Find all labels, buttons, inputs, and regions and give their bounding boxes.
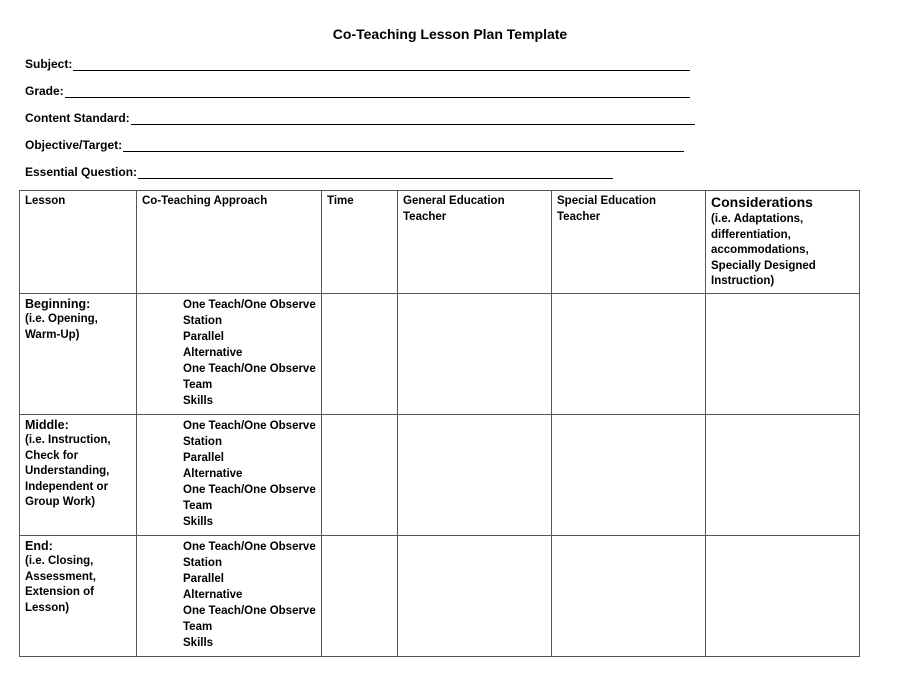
- header-approach: Co‐Teaching Approach: [137, 191, 322, 294]
- list-item: Team: [183, 378, 213, 391]
- subject-line[interactable]: [73, 58, 690, 71]
- special-teacher-cell[interactable]: [552, 293, 706, 414]
- grade-label: Grade:: [25, 84, 64, 98]
- considerations-cell[interactable]: [706, 535, 860, 656]
- essential-question-label: Essential Question:: [25, 165, 138, 179]
- list-item: Skills: [183, 394, 214, 407]
- list-item: Alternative: [183, 588, 243, 601]
- objective-target-field[interactable]: [25, 137, 684, 152]
- time-cell[interactable]: [322, 293, 398, 414]
- grade-line[interactable]: [65, 85, 690, 98]
- stage-title: End:: [25, 538, 53, 553]
- list-item: Skills: [183, 636, 214, 649]
- list-item: One Teach/One Observe: [183, 298, 316, 311]
- approach-list: [142, 297, 316, 409]
- stage-description: (i.e. Closing, Assessment, Extension of Lesson): [25, 555, 96, 614]
- considerations-cell[interactable]: [706, 414, 860, 535]
- header-lesson: Lesson: [20, 191, 137, 294]
- list-item: Alternative: [183, 467, 243, 480]
- lesson-cell: [20, 535, 137, 656]
- lesson-cell: [20, 414, 137, 535]
- table-row: [20, 535, 860, 656]
- essential-question-field[interactable]: [25, 164, 613, 179]
- list-item: Alternative: [183, 346, 243, 359]
- list-item: Skills: [183, 515, 214, 528]
- list-item: Station: [183, 556, 222, 569]
- list-item: Parallel: [183, 451, 224, 464]
- approach-list: [142, 539, 316, 651]
- essential-question-line[interactable]: [138, 166, 613, 179]
- special-teacher-cell[interactable]: [552, 414, 706, 535]
- general-teacher-cell[interactable]: [398, 535, 552, 656]
- list-item: One Teach/One Observe: [183, 604, 316, 617]
- stage-description: (i.e. Opening, Warm‐Up): [25, 313, 98, 341]
- grade-field[interactable]: [25, 83, 690, 98]
- considerations-subtitle: (i.e. Adaptations, differentiation, accommodations, Specially Designed Instruction): [711, 213, 816, 287]
- list-item: Team: [183, 499, 213, 512]
- approach-list: [142, 418, 316, 530]
- time-cell[interactable]: [322, 535, 398, 656]
- list-item: Station: [183, 314, 222, 327]
- table-row: [20, 414, 860, 535]
- approach-cell: [137, 293, 322, 414]
- objective-target-line[interactable]: [123, 139, 684, 152]
- header-considerations: [706, 191, 860, 294]
- content-standard-label: Content Standard:: [25, 111, 130, 125]
- general-teacher-cell[interactable]: [398, 414, 552, 535]
- header-time: Time: [322, 191, 398, 294]
- table-row: [20, 293, 860, 414]
- content-standard-field[interactable]: [25, 110, 695, 125]
- header-general-teacher: General Education Teacher: [398, 191, 552, 294]
- content-standard-line[interactable]: [131, 112, 695, 125]
- lesson-plan-table: [19, 190, 860, 657]
- stage-title: Beginning:: [25, 296, 91, 311]
- list-item: One Teach/One Observe: [183, 419, 316, 432]
- list-item: Parallel: [183, 330, 224, 343]
- list-item: Station: [183, 435, 222, 448]
- list-item: Parallel: [183, 572, 224, 585]
- special-teacher-cell[interactable]: [552, 535, 706, 656]
- list-item: Team: [183, 620, 213, 633]
- considerations-title: Considerations: [711, 194, 813, 210]
- considerations-cell[interactable]: [706, 293, 860, 414]
- list-item: One Teach/One Observe: [183, 362, 316, 375]
- list-item: One Teach/One Observe: [183, 540, 316, 553]
- approach-cell: [137, 535, 322, 656]
- stage-title: Middle:: [25, 417, 69, 432]
- subject-field[interactable]: [25, 56, 690, 71]
- lesson-cell: [20, 293, 137, 414]
- approach-cell: [137, 414, 322, 535]
- objective-target-label: Objective/Target:: [25, 138, 123, 152]
- list-item: One Teach/One Observe: [183, 483, 316, 496]
- subject-label: Subject:: [25, 57, 73, 71]
- general-teacher-cell[interactable]: [398, 293, 552, 414]
- stage-description: (i.e. Instruction, Check for Understanding, Independent or Group Work): [25, 434, 111, 508]
- time-cell[interactable]: [322, 414, 398, 535]
- header-special-teacher: Special Education Teacher: [552, 191, 706, 294]
- table-header-row: [20, 191, 860, 294]
- page-title: Co‐Teaching Lesson Plan Template: [332, 26, 568, 42]
